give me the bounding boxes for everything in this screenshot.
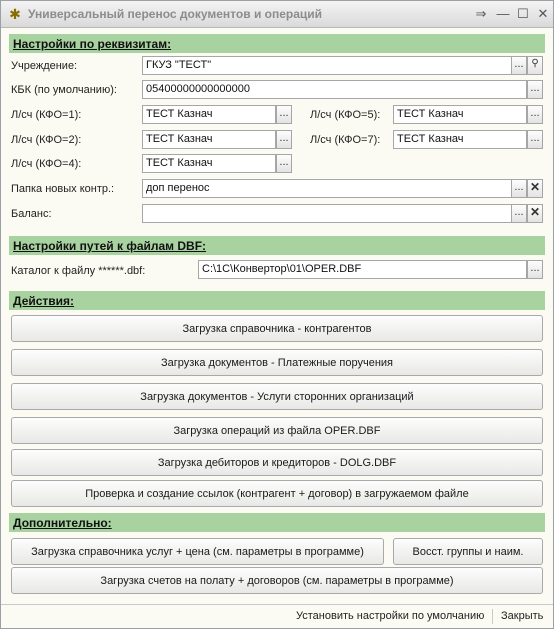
maximize-icon[interactable]: ☐	[517, 6, 529, 21]
balance-field[interactable]	[142, 204, 512, 223]
institution-label: Учреждение:	[11, 60, 78, 72]
kfo5-label: Л/сч (КФО=5):	[310, 109, 381, 121]
more-icon[interactable]: ⇒	[475, 6, 487, 21]
section-actions-header: Действия:	[9, 291, 545, 310]
load-debtors-creditors-button[interactable]: Загрузка дебиторов и кредиторов - DOLG.DBF	[11, 449, 543, 476]
balance-select-button[interactable]: ...	[511, 204, 527, 223]
kfo1-label: Л/сч (КФО=1):	[11, 109, 82, 121]
load-invoices-contracts-button[interactable]: Загрузка счетов на полату + договоров (см. параметры в программе)	[11, 567, 543, 594]
folder-label: Папка новых контр.:	[11, 183, 115, 195]
kfo7-label: Л/сч (КФО=7):	[310, 134, 381, 146]
kbk-field[interactable]: 05400000000000000	[142, 80, 527, 99]
kfo4-label: Л/сч (КФО=4):	[11, 158, 82, 170]
window-title: Универсальный перенос документов и операций	[28, 7, 323, 21]
load-payment-orders-button[interactable]: Загрузка документов - Платежные поручения	[11, 349, 543, 376]
star-icon: ✱	[9, 6, 21, 22]
folder-select-button[interactable]: ...	[511, 179, 527, 198]
close-icon[interactable]: ✕	[537, 6, 549, 21]
close-link[interactable]: Закрыть	[501, 610, 544, 622]
balance-clear-icon[interactable]: ✕	[527, 204, 543, 223]
kfo2-label: Л/сч (КФО=2):	[11, 134, 82, 146]
section-paths-header: Настройки путей к файлам DBF:	[9, 236, 545, 255]
institution-select-button[interactable]: ...	[511, 56, 527, 75]
kbk-select-button[interactable]: ...	[527, 80, 543, 99]
folder-field[interactable]: доп перенос	[142, 179, 512, 198]
section-extra-header: Дополнительно:	[9, 513, 545, 532]
kfo4-select-button[interactable]: ...	[276, 154, 292, 173]
load-operations-button[interactable]: Загрузка операций из файла OPER.DBF	[11, 417, 543, 444]
catalog-field[interactable]: C:\1С\Конвертор\01\OPER.DBF	[198, 260, 527, 279]
kfo1-field[interactable]: ТЕСТ Казнач	[142, 105, 276, 124]
kfo7-select-button[interactable]: ...	[527, 130, 543, 149]
title-bar	[1, 1, 553, 28]
institution-field[interactable]: ГКУЗ "ТЕСТ"	[142, 56, 512, 75]
balance-label: Баланс:	[11, 208, 52, 220]
restore-groups-button[interactable]: Восст. группы и наим.	[393, 538, 543, 565]
load-third-party-services-button[interactable]: Загрузка документов - Услуги сторонних организаций	[11, 383, 543, 410]
check-create-links-button[interactable]: Проверка и создание ссылок (контрагент + договор) в загружаемом файле	[11, 480, 543, 507]
catalog-label: Каталог к файлу ******.dbf:	[11, 265, 146, 277]
folder-clear-icon[interactable]: ✕	[527, 179, 543, 198]
bottom-bar	[1, 604, 553, 628]
minimize-icon[interactable]: —	[496, 6, 510, 21]
load-services-prices-button[interactable]: Загрузка справочника услуг + цена (см. параметры в программе)	[11, 538, 384, 565]
bottom-separator	[492, 609, 493, 624]
set-defaults-link[interactable]: Установить настройки по умолчанию	[296, 610, 485, 622]
kfo7-field[interactable]: ТЕСТ Казнач	[393, 130, 527, 149]
load-counterparties-button[interactable]: Загрузка справочника - контрагентов	[11, 315, 543, 342]
catalog-select-button[interactable]: ...	[527, 260, 543, 279]
kfo1-select-button[interactable]: ...	[276, 105, 292, 124]
kfo5-field[interactable]: ТЕСТ Казнач	[393, 105, 527, 124]
kfo2-select-button[interactable]: ...	[276, 130, 292, 149]
kbk-label: КБК (по умолчанию):	[11, 84, 117, 96]
section-requisites-header: Настройки по реквизитам:	[9, 34, 545, 53]
kfo2-field[interactable]: ТЕСТ Казнач	[142, 130, 276, 149]
search-icon[interactable]: ⚲	[527, 56, 543, 75]
kfo5-select-button[interactable]: ...	[527, 105, 543, 124]
kfo4-field[interactable]: ТЕСТ Казнач	[142, 154, 276, 173]
